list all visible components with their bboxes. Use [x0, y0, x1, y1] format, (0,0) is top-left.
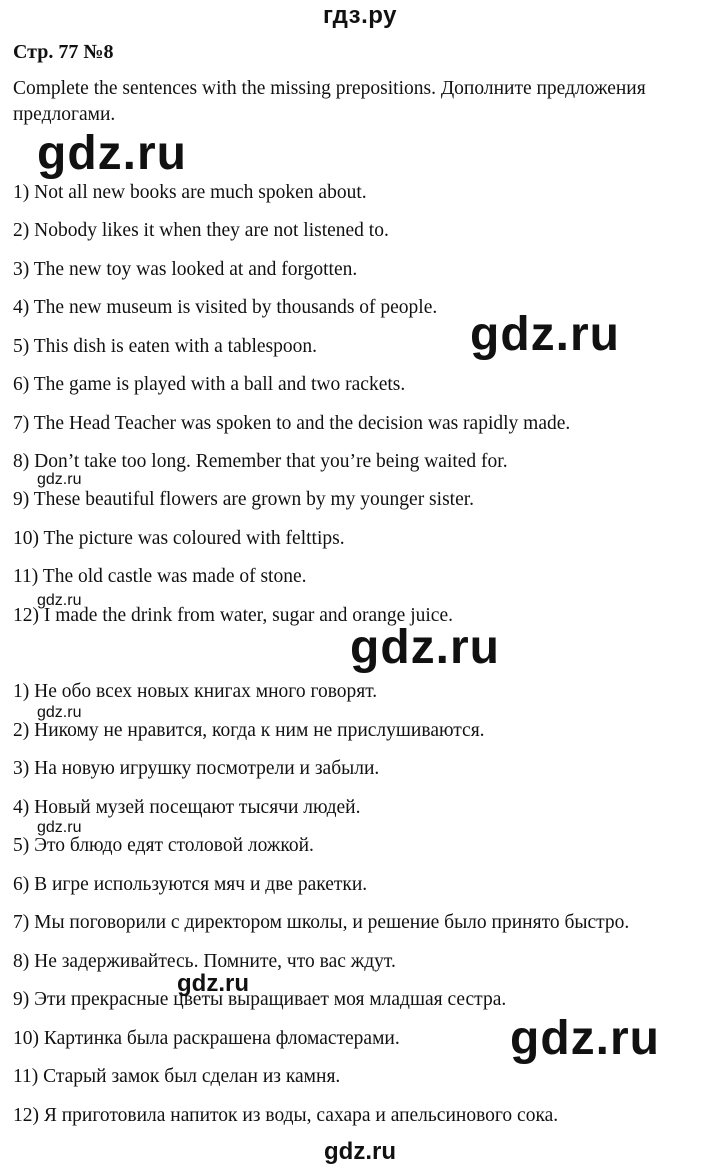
watermark-large: gdz.ru — [37, 127, 187, 180]
russian-sentence: 6) В игре используются мяч и две ракетки. — [13, 874, 368, 895]
watermark-small: gdz.ru — [37, 471, 82, 488]
russian-sentence: 4) Новый музей посещают тысячи людей. — [13, 797, 361, 818]
watermark-large: gdz.ru — [470, 308, 620, 361]
watermark-large: gdz.ru — [510, 1012, 660, 1065]
english-sentence: 5) This dish is eaten with a tablespoon. — [13, 336, 318, 357]
english-sentence: 3) The new toy was looked at and forgotten. — [13, 259, 358, 280]
page-title: Стр. 77 №8 — [13, 41, 114, 63]
english-sentence: 7) The Head Teacher was spoken to and the decision was rapidly made. — [13, 413, 571, 434]
russian-sentence: 5) Это блюдо едят столовой ложкой. — [13, 835, 314, 856]
russian-sentence: 9) Эти прекрасные цветы выращивает моя младшая сестра. — [13, 989, 507, 1010]
instructions: Complete the sentences with the missing prepositions. Дополните предложения предлогами. — [13, 78, 646, 125]
watermark-large: gdz.ru — [350, 621, 500, 674]
russian-sentence: 11) Старый замок был сделан из камня. — [13, 1066, 341, 1087]
english-sentence: 8) Don’t take too long. Remember that you’re being waited for. — [13, 451, 508, 472]
russian-sentence: 3) На новую игрушку посмотрели и забыли. — [13, 758, 380, 779]
watermark-small: gdz.ru — [37, 592, 82, 609]
russian-sentence: 10) Картинка была раскрашена фломастерами. — [13, 1028, 400, 1049]
footer-watermark: gdz.ru — [324, 1138, 396, 1165]
english-sentence: 10) The picture was coloured with felttips. — [13, 528, 345, 549]
english-sentence: 12) I made the drink from water, sugar and orange juice. — [13, 605, 453, 626]
english-sentence: 4) The new museum is visited by thousands of people. — [13, 297, 438, 318]
russian-sentence: 7) Мы поговорили с директором школы, и решение было принято быстро. — [13, 912, 630, 933]
russian-sentence: 8) Не задерживайтесь. Помните, что вас ждут. — [13, 951, 396, 972]
english-sentence: 2) Nobody likes it when they are not listened to. — [13, 220, 389, 241]
watermark-small: gdz.ru — [37, 819, 82, 836]
russian-sentence: 12) Я приготовила напиток из воды, сахара и апельсинового сока. — [13, 1105, 559, 1126]
english-sentence: 1) Not all new books are much spoken about. — [13, 182, 367, 203]
russian-sentence: 1) Не обо всех новых книгах много говорят. — [13, 681, 378, 702]
english-sentence: 6) The game is played with a ball and two rackets. — [13, 374, 406, 395]
site-header: гдз.ру — [323, 2, 397, 29]
english-sentence: 11) The old castle was made of stone. — [13, 566, 307, 587]
watermark-medium: gdz.ru — [177, 970, 249, 997]
russian-sentence: 2) Никому не нравится, когда к ним не прислушиваются. — [13, 720, 485, 741]
english-sentence: 9) These beautiful flowers are grown by my younger sister. — [13, 489, 475, 510]
watermark-small: gdz.ru — [37, 704, 82, 721]
